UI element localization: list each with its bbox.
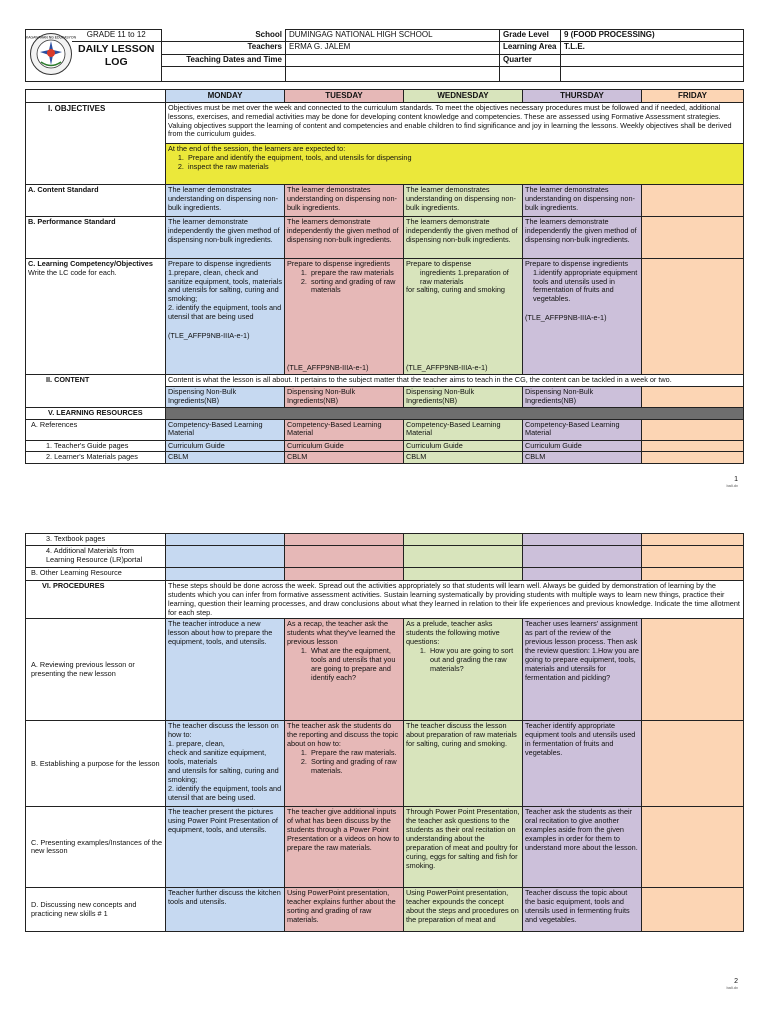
other-resource-label: B. Other Learning Resource	[26, 567, 166, 580]
competency-mon: Prepare to dispense ingredients 1.prepare, clean, check and sanitize equipment, tools, materials and utensils for salting, curing and smoking; 2. identify the equipment, tools and utensil that are being used (TLE_AFFP9NB-IIIA-e-1)	[166, 258, 285, 374]
tg-wed: Curriculum Guide	[404, 440, 523, 452]
procedures-label: VI. PROCEDURES	[26, 580, 166, 619]
dates-label: Teaching Dates and Time	[162, 55, 286, 67]
dates-value	[286, 55, 500, 67]
grade-range: GRADE 11 to 12	[72, 30, 162, 42]
performance-standard-mon: The learner demonstrate independently the given method of dispensing non-bulk ingredients.	[166, 216, 285, 258]
proc-b-wed: The teacher discuss the lesson about preparation of raw materials for salting, curing and smoking.	[404, 721, 523, 807]
content-standard-thu: The learner demonstrates understanding on dispensing non-bulk ingredients.	[523, 184, 642, 216]
tg-thu: Curriculum Guide	[523, 440, 642, 452]
references-wed: Competency-Based Learning Material	[404, 419, 523, 440]
references-thu: Competency-Based Learning Material	[523, 419, 642, 440]
content-tue: Dispensing Non-Bulk Ingredients(NB)	[285, 386, 404, 407]
proc-a-wed: As a prelude, teacher asks students the following motive questions: 1. How you are going to sort out and grading the raw materials?	[404, 619, 523, 721]
page1-table	[25, 89, 743, 464]
svg-text:KAGAWARAN NG EDUKASYON: KAGAWARAN NG EDUKASYON	[25, 35, 77, 40]
teacher-value: ERMA G. JALEM	[286, 41, 500, 54]
references-label: A. References	[26, 419, 166, 440]
proc-a-mon: The teacher introduce a new lesson about how to prepare the equipment, tools, and utensils.	[166, 619, 285, 721]
competency-tue: Prepare to dispense ingredients 1. prepare the raw materials 2. sorting and grading of raw materials (TLE_AFFP9NB-IIIA-e-1)	[285, 258, 404, 374]
day-thursday: THURSDAY	[523, 90, 642, 103]
grade-level-value: 9 (FOOD PROCESSING)	[561, 30, 744, 42]
proc-d-thu: Teacher discuss the topic about the basic equipment, tools and utensils used in fermenting fruits and vegetables.	[523, 888, 642, 932]
learning-area-label: Learning Area	[500, 41, 561, 54]
day-monday: MONDAY	[166, 90, 285, 103]
learning-area-value: T.L.E.	[561, 41, 744, 54]
session-objectives: At the end of the session, the learners are expected to: 1. Prepare and identify the equipment, tools, and utensils for dispensing 2. inspect the raw materials	[166, 143, 744, 184]
references-mon: Competency-Based Learning Material	[166, 419, 285, 440]
proc-d-mon: Teacher further discuss the kitchen tools and utensils.	[166, 888, 285, 932]
tg-mon: Curriculum Guide	[166, 440, 285, 452]
content-standard-tue: The learner demonstrates understanding on dispensing non-bulk ingredients.	[285, 184, 404, 216]
log-title: DAILY LESSON LOG	[72, 41, 162, 81]
deped-seal-icon	[25, 32, 77, 76]
content-standard-mon: The learner demonstrates understanding on dispensing non-bulk ingredients.	[166, 184, 285, 216]
performance-standard-wed: The learners demonstrate independently the given method of dispensing non-bulk ingredients.	[404, 216, 523, 258]
competency-thu: Prepare to dispense ingredients 1.identify appropriate equipment tools and utensils used in fermentation of fruits and vegetables. (TLE_AFFP9NB-IIIA-e-1)	[523, 258, 642, 374]
proc-b-mon: The teacher discuss the lesson on how to: 1. prepare, clean, check and sanitize equipment, tools, materials and utensils for salting, curing and smoking; 2. identify the equipment, tools and utensil that are being used.	[166, 721, 285, 807]
quarter-label: Quarter	[500, 55, 561, 67]
performance-standard-thu: The learners demonstrate independently the given method of dispensing non-bulk ingredients.	[523, 216, 642, 258]
page-number-1: 1 bali.dv	[726, 476, 738, 488]
page-number-2: 2 bali.dv	[726, 978, 738, 990]
objectives-label: I. OBJECTIVES	[26, 102, 166, 184]
resources-label: V. LEARNING RESOURCES	[26, 407, 166, 419]
content-standard-wed: The learner demonstrates understanding on dispensing non-bulk ingredients.	[404, 184, 523, 216]
quarter-value	[561, 55, 744, 67]
proc-b-tue: The teacher ask the students do the reporting and discuss the topic about on how to: 1. Prepare the raw materials. 2. Sorting and grading of raw materials.	[285, 721, 404, 807]
textbook-label: 3. Textbook pages	[26, 534, 166, 546]
proc-c-label: C. Presenting examples/Instances of the new lesson	[26, 807, 166, 888]
content-wed: Dispensing Non-Bulk Ingredients(NB)	[404, 386, 523, 407]
proc-c-tue: The teacher give additional inputs of what has been discuss by the students through a Power Point Presentation or a videos on how to prepare the raw materials.	[285, 807, 404, 888]
lm-tue: CBLM	[285, 452, 404, 464]
teacher-label: Teachers	[162, 41, 286, 54]
additional-materials-label: 4. Additional Materials from Learning Resource (LR)portal	[26, 545, 166, 567]
content-label: II. CONTENT	[26, 374, 166, 407]
school-value: DUMINGAG NATIONAL HIGH SCHOOL	[286, 30, 500, 42]
teachers-guide-label: 1. Teacher's Guide pages	[26, 440, 166, 452]
school-label: School	[162, 30, 286, 42]
proc-a-tue: As a recap, the teacher ask the students what they've learned the previous lesson 1. What are the equipment, tools and utensils that you are going to prepare and identify each?	[285, 619, 404, 721]
day-tuesday: TUESDAY	[285, 90, 404, 103]
proc-d-tue: Using PowerPoint presentation, teacher explains further about the sorting and grading of raw materials.	[285, 888, 404, 932]
page2-table	[25, 533, 743, 932]
proc-c-wed: Through Power Point Presentation, the teacher ask questions to the students as their oral recitation on understanding about the preparation of meat and poultry for curing, eggs for salting and fish for smoking.	[404, 807, 523, 888]
content-note: Content is what the lesson is all about. It pertains to the subject matter that the teacher aims to teach in the CG, the content can be tackled in a week or two.	[166, 374, 744, 386]
day-wednesday: WEDNESDAY	[404, 90, 523, 103]
lm-mon: CBLM	[166, 452, 285, 464]
proc-d-wed: Using PowerPoint presentation, teacher expounds the concept about the steps and procedures on the preparation of meat and	[404, 888, 523, 932]
proc-a-label: A. Reviewing previous lesson or presenting the new lesson	[26, 619, 166, 721]
objectives-intro: Objectives must be met over the week and connected to the curriculum standards. To meet the objectives necessary procedures must be followed and if needed, additional lessons, exercises, and remedial activities may be done for developing content knowledge and competencies. These are assessed using Formative Assessment strategies. Valuing objectives support the learning of content and competencies and enable children to find significance and joy in learning the lessons. Weekly objectives shall be derived from the curriculum guides.	[166, 102, 744, 143]
performance-standard-tue: The learners demonstrate independently the given method of dispensing non-bulk ingredients.	[285, 216, 404, 258]
content-mon: Dispensing Non-Bulk Ingredients(NB)	[166, 386, 285, 407]
proc-b-label: B. Establishing a purpose for the lesson	[26, 721, 166, 807]
content-standard-label: A. Content Standard	[26, 184, 166, 216]
day-friday: FRIDAY	[642, 90, 744, 103]
proc-c-thu: Teacher ask the students as their oral recitation to give another examples aside from the given examples in order for them to understand more about the lesson.	[523, 807, 642, 888]
content-thu: Dispensing Non-Bulk Ingredients(NB)	[523, 386, 642, 407]
lm-thu: CBLM	[523, 452, 642, 464]
proc-a-thu: Teacher uses learners' assignment as part of the review of the previous lesson process. Then ask the review question: 1.How you are going to prepare equipment, tools, materials and utensils for fermentation and pickling?	[523, 619, 642, 721]
learners-materials-label: 2. Learner's Materials pages	[26, 452, 166, 464]
lm-wed: CBLM	[404, 452, 523, 464]
procedures-note: These steps should be done across the week. Spread out the activities appropriately so that students will learn well. Always be guided by demonstration of learning by the students which you can infer from formative assessment activities. Sustain learning systematically by providing students with multiple ways to learn new things, practice their learning, question their learning processes, and draw conclusions about what they learned in relation to their life experiences and previous knowledge. Indicate the time allotment for each step.	[166, 580, 744, 619]
header-block	[25, 29, 743, 82]
competency-label: C. Learning Competency/Objectives Write the LC code for each.	[26, 258, 166, 374]
proc-b-thu: Teacher identify appropriate equipment tools and utensils used in fermentation of fruits and vegetables.	[523, 721, 642, 807]
references-tue: Competency-Based Learning Material	[285, 419, 404, 440]
proc-d-label: D. Discussing new concepts and practicing new skills # 1	[26, 888, 166, 932]
grade-level-label: Grade Level	[500, 30, 561, 42]
deped-seal	[25, 30, 77, 82]
tg-tue: Curriculum Guide	[285, 440, 404, 452]
proc-c-mon: The teacher present the pictures using Power Point Presentation of equipment, tools, and utensils.	[166, 807, 285, 888]
performance-standard-label: B. Performance Standard	[26, 216, 166, 258]
competency-wed: Prepare to dispense ingredients 1.preparation of raw materials for salting, curing and smoking (TLE_AFFP9NB-IIIA-e-1)	[404, 258, 523, 374]
